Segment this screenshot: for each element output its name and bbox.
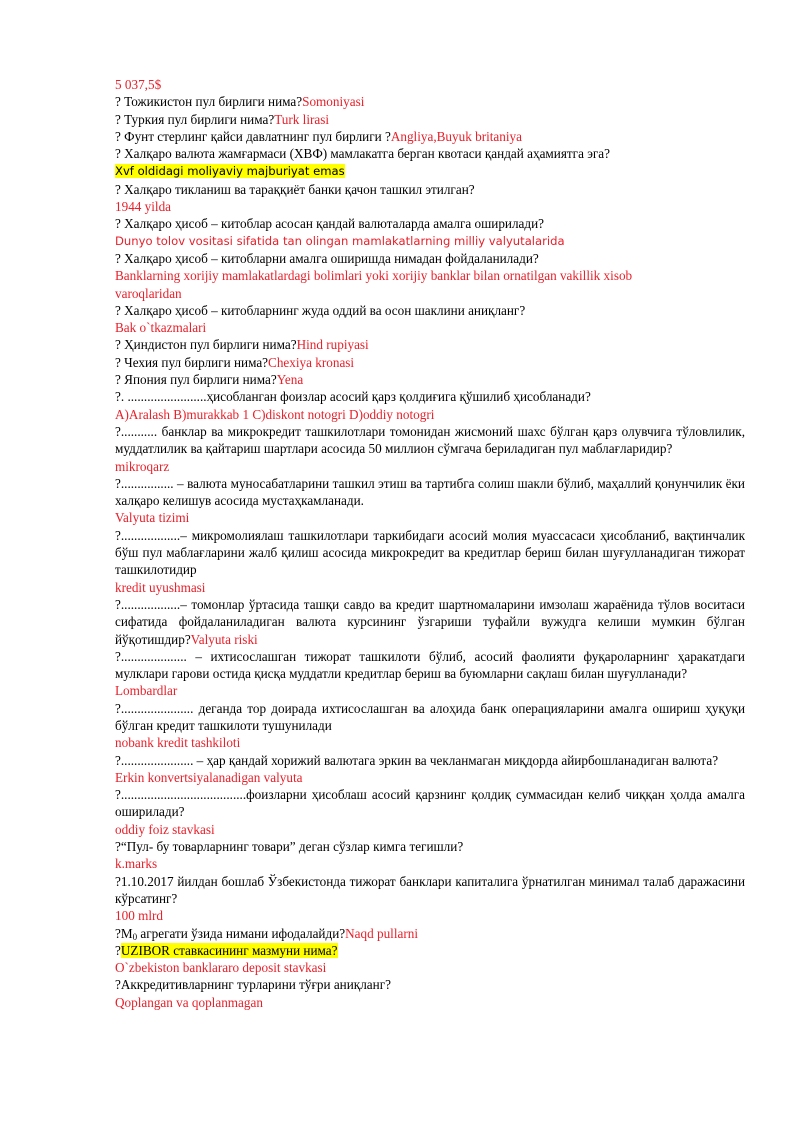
question-marx: ?“Пул- бу товарларнинг товари” деган сўзлар кимга тегишли? <box>115 839 464 855</box>
question-system: ?................ – валюта муносабатларини ташкил этиш ва тартибга солиш шакли бўлиб, маҳаллий қонунчилик ёки халқаро келишув асосида мустаҳкамланади. <box>115 475 745 509</box>
answer-uzibor: O`zbekiston banklararo deposit stavkasi <box>115 960 327 976</box>
question-text: ? Япония пул бирлиги нима? <box>115 372 277 388</box>
highlighted-answer: Xvf oldidagi moliyaviy majburiyat emas <box>115 164 345 179</box>
answer-intl-means-line-2: varoqlaridan <box>115 285 182 301</box>
answer-simple-rate: oddiy foiz stavkasi <box>115 821 215 837</box>
question-tajik <box>115 93 745 110</box>
question-interest: ?. ........................ҳисобланган фоизлар асосий қарз қолдиғига қўшилиб ҳисобланади? <box>115 389 591 405</box>
answer-price: 5 037,5$ <box>115 77 162 92</box>
question-uzibor <box>115 942 745 959</box>
question-nobank: ?...................... деганда тор доирада ихтисослашган ва алоҳида банк операцияларини амалга ошириш ҳуқуқи бўлган кредит ташкилоти тушунилади <box>115 700 745 733</box>
answer-text: Angliya,Buyuk britaniya <box>390 128 522 144</box>
answer-kredit: kredit uyushmasi <box>115 579 206 595</box>
question-prefix: ?M <box>115 925 133 941</box>
answer-lombard: Lombardlar <box>115 683 178 699</box>
question-text: ? Чехия пул бирлиги нима? <box>115 354 269 370</box>
answer-text: Valyuta riski <box>190 631 258 647</box>
answer-system: Valyuta tizimi <box>115 510 190 526</box>
answer-text: Chexiya kronasi <box>268 354 355 370</box>
highlighted-question: UZIBOR ставкасининг мазмуни нима? <box>120 942 338 958</box>
answer-marx: k.marks <box>115 856 158 872</box>
question-imf: ? Халқаро валюта жамғармаси (ХВФ) мамлакатга берган квотаси қандай аҳамиятга эга? <box>115 146 611 162</box>
question-micro: ?........... банклар ва микрокредит ташкилотлари томонидан жисмоний шахс бўлган қарз олувчига тўловлилик, муддатлилик ва қайтариш шартлари асосида 50 миллион сўмгача бериладиган пул маблағларидир? <box>115 423 745 457</box>
answer-intl-currencies: Dunyo tolov vositasi sifatida tan olingan mamlakatlarning milliy valyutalarida <box>115 233 565 248</box>
question-text: ? Ҳиндистон пул бирлиги нима? <box>115 337 297 353</box>
question-simple-rate: ?......................................фоизларни ҳисоблаш асосий қарзнинг қолдиқ суммасидан келиб чиққан ҳолда амалга оширилади? <box>115 787 745 820</box>
answer-text: Turk lirasi <box>274 111 330 127</box>
question-m0 <box>115 925 745 942</box>
answer-text: Somoniyasi <box>302 94 365 110</box>
answer-accred: Qoplangan va qoplanmagan <box>115 994 263 1010</box>
question-convertible: ?...................... – ҳар қандай хорижий валютага эркин ва чекланмаган миқдорда айирбошланадиган валюта? <box>115 752 719 768</box>
question-mark: ? <box>115 942 121 958</box>
question-capital: ?1.10.2017 йилдан бошлаб Ўзбекистонда тижорат банклари капиталига ўрнатилган минимал талаб даражасини кўрсатинг? <box>115 873 745 906</box>
question-czech <box>115 354 745 371</box>
answer-intl-means-line-1: Banklarning xorijiy mamlakatlardagi bolimlari yoki xorijiy banklar bilan ornatilgan vakillik xisob <box>115 268 633 284</box>
question-text: ? Туркия пул бирлиги нима? <box>115 111 275 127</box>
question-text: ? Тожикистон пул бирлиги нима? <box>115 94 303 110</box>
question-intl-simple: ? Халқаро ҳисоб – китобларнинг жуда оддий ва осон шаклини аниқланг? <box>115 302 526 318</box>
answer-text: Yena <box>276 372 304 388</box>
question-text: ?..................– томонлар ўртасида ташқи савдо ва кредит шартномаларини имзолаш жараёнида тўлов воситаси сифатида фойдаланиладиган валюта курсининг ўзгариши туфайли вужудга келиши мумкин бўлган йўқотишдир? <box>115 596 745 647</box>
question-ibrd: ? Халқаро тикланиш ва тараққиёт банки қачон ташкил этилган? <box>115 181 475 197</box>
question-intl-means: ? Халқаро ҳисоб – китобларни амалга оширишда нимадан фойдаланилади? <box>115 250 539 266</box>
answer-micro: mikroqarz <box>115 458 170 474</box>
answer-convertible: Erkin konvertsiyalanadigan valyuta <box>115 769 303 785</box>
answer-text: Naqd pullarni <box>345 925 418 941</box>
question-pound <box>115 128 745 145</box>
question-risk <box>115 596 745 648</box>
question-text: агрегати ўзида нимани ифодалайди? <box>137 925 346 941</box>
question-intl-currencies: ? Халқаро ҳисоб – китоблар асосан қандай валюталарда амалга оширилади? <box>115 216 545 232</box>
question-india <box>115 336 745 353</box>
question-lombard: ?.................... – ихтисослашган тижорат ташкилоти бўлиб, асосий фаолияти фуқароларнинг ҳаракатдаги мулклари гарови остида қисқа муддатли кредитлар бериш ва буюмларни сақлаш билан шуғулланади? <box>115 648 745 682</box>
answer-interest: A)Aralash B)murakkab 1 C)diskont notogri D)oddiy notogri <box>115 406 435 422</box>
question-accred: ?Аккредитивларнинг турларини тўғри аниқланг? <box>115 977 391 993</box>
document-page <box>115 76 745 1011</box>
question-text: ? Фунт стерлинг қайси давлатнинг пул бирлиги ? <box>115 128 391 144</box>
answer-capital: 100 mlrd <box>115 908 163 924</box>
answer-imf <box>115 162 745 180</box>
subscript: 0 <box>132 931 138 942</box>
answer-nobank: nobank kredit tashkiloti <box>115 735 241 751</box>
answer-intl-simple: Bak o`tkazmalari <box>115 320 207 336</box>
question-turkey <box>115 111 745 128</box>
answer-text: Hind rupiyasi <box>296 337 369 353</box>
question-kredit: ?..................– микромолиялаш ташкилотлари таркибидаги асосий молия муассасаси ҳисобланиб, вақтинчалик бўш пул маблағларини жалб қилиш асосида микрокредит ва кредитлар бериш билан шуғулланадиган тижорат ташкилотидир <box>115 527 745 578</box>
answer-ibrd: 1944 yilda <box>115 199 172 215</box>
question-japan <box>115 371 745 388</box>
